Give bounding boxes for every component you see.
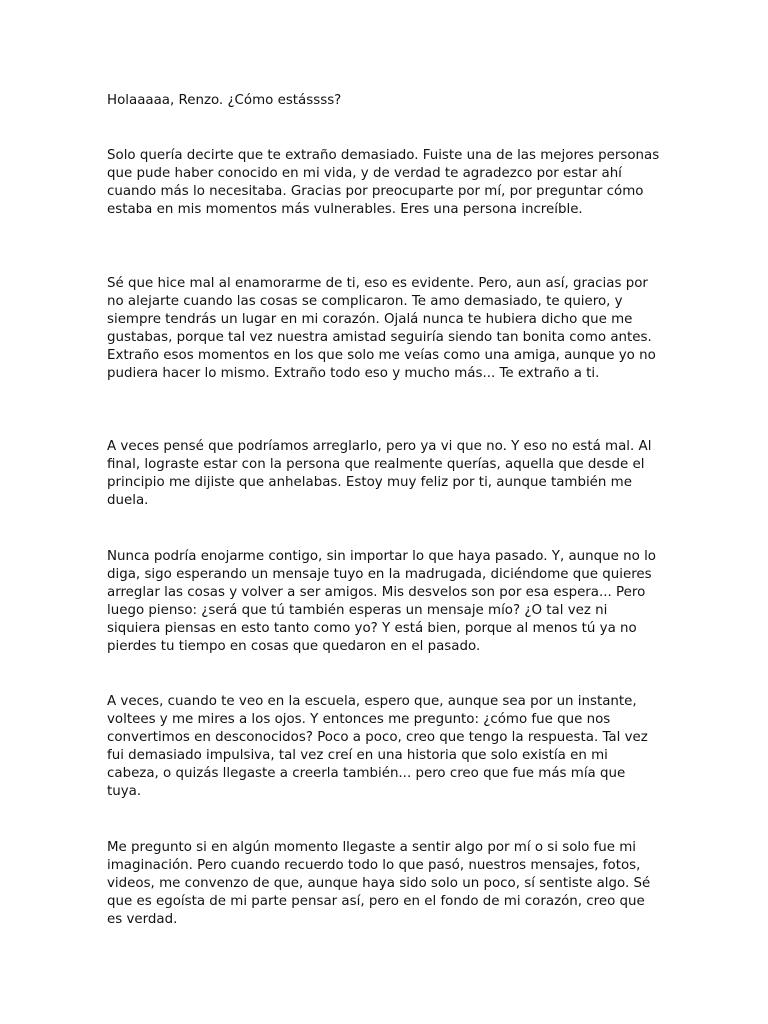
paragraph: Me pregunto si en algún momento llegaste a sentir algo por mí o si solo fue mi imaginación. Pero cuando recuerdo todo lo que pasó, nuestros mensajes, fotos, videos, me convenzo de que, aunque haya sido solo un poco, sí sentiste algo. Sé que es egoísta de mi parte pensar así, pero en el fondo de mi corazón, creo que es verdad. <box>107 840 651 928</box>
paragraph: Nunca podría enojarme contigo, sin importar lo que haya pasado. Y, aunque no lo diga, sigo esperando un mensaje tuyo en la madrugada, diciéndome que quieres arreglar las cosas y volver a ser amigos. Mis desvelos son por esa espera... Pero luego pienso: ¿será que tú también esperas un mensaje mío? ¿O tal vez ni siquiera piensas en esto tanto como yo? Y está bien, porque al menos tú ya no pierdes tu tiempo en cosas que quedaron en el pasado. <box>107 549 656 655</box>
greeting-line: Holaaaaa, Renzo. ¿Cómo estássss? <box>107 93 342 108</box>
paragraph: A veces, cuando te veo en la escuela, espero que, aunque sea por un instante, voltees y me mires a los ojos. Y entonces me pregunto: ¿cómo fue que nos convertimos en desconocidos? Poco a poco, creo que tengo la respuesta. Tal vez fui demasiado impulsiva, tal vez creí en una historia que solo existía en mi cabeza, o quizás llegaste a creerla también... pero creo que fue más mía que tuya. <box>107 694 648 800</box>
paragraph: A veces pensé que podríamos arreglarlo, pero ya vi que no. Y eso no está mal. Al final, lograste estar con la persona que realmente querías, aquella que desde el principio me dijiste que anhelabas. Estoy muy feliz por ti, aunque también me duela. <box>107 439 652 509</box>
paragraph: Sé que hice mal al enamorarme de ti, eso es evidente. Pero, aun así, gracias por no alejarte cuando las cosas se complicaron. Te amo demasiado, te quiero, y siempre tendrás un lugar en mi corazón. Ojalá nunca te hubiera dicho que me gustabas, porque tal vez nuestra amistad seguiría siendo tan bonita como antes. Extraño esos momentos en los que solo me veías como una amiga, aunque yo no pudiera hacer lo mismo. Extraño todo eso y mucho más... Te extraño a ti. <box>107 276 656 382</box>
paragraph: Solo quería decirte que te extraño demasiado. Fuiste una de las mejores personas que pude haber conocido en mi vida, y de verdad te agradezco por estar ahí cuando más lo necesitaba. Gracias por preocuparte por mí, por preguntar cómo estaba en mis momentos más vulnerables. Eres una persona increíble. <box>107 148 660 218</box>
